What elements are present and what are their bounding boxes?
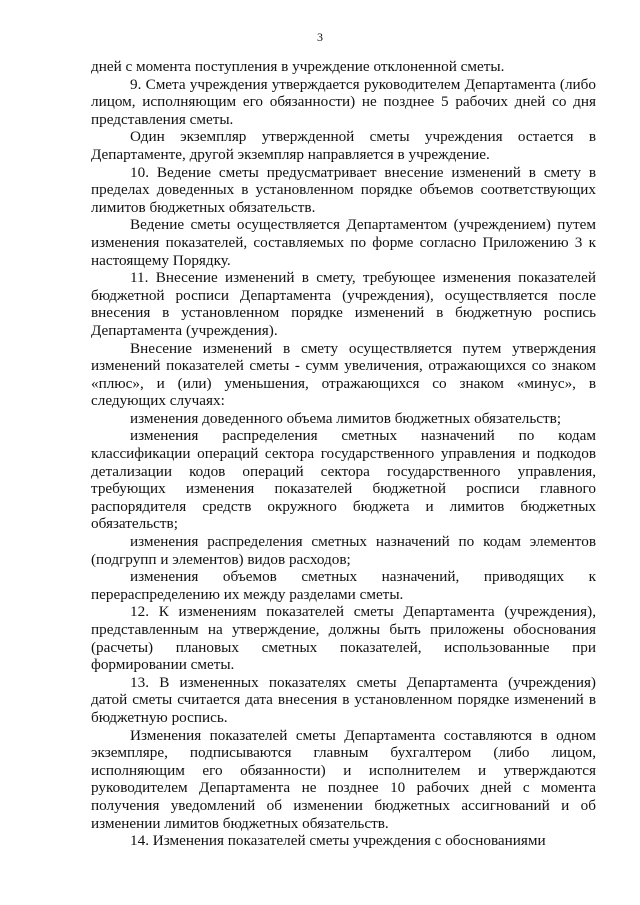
paragraph: Один экземпляр утвержденной сметы учреждения остается в Департаменте, другой экземпляр направляется в учреждение. [91,128,596,163]
document-body [91,58,596,850]
page-number: 3 [317,30,323,44]
paragraph: 13. В измененных показателях сметы Департамента (учреждения) датой сметы считается дата внесения в установленном порядке изменений в бюджетную роспись. [91,673,596,726]
paragraph: Изменения показателей сметы Департамента составляются в одном экземпляре, подписываются главным бухгалтером (либо лицом, исполняющим его обязанности) и исполнителем и утверждаются руководителем Департамента не позднее 10 рабочих дней с момента получения уведомлений об изменении бюджетных ассигнований и об изменении лимитов бюджетных обязательств. [91,726,596,832]
paragraph: 11. Внесение изменений в смету, требующее изменения показателей бюджетной росписи Департамента (учреждения), осуществляется после внесения в установленном порядке изменений в бюджетную роспись Департамента (учреждения). [91,269,596,339]
paragraph: изменения доведенного объема лимитов бюджетных обязательств; [130,409,562,427]
paragraph: дней с момента поступления в учреждение отклоненной сметы. [91,58,505,75]
paragraph: изменения распределения сметных назначений по кодам классификации операций сектора государственного управления и подкодов детализации кодов операций сектора государственного управления, требующих изменения показателей бюджетной росписи главного распорядителя средств окружного бюджета и лимитов бюджетных обязательств; [91,427,596,533]
paragraph: Ведение сметы осуществляется Департаментом (учреждением) путем изменения показателей, составляемых по форме согласно Приложению 3 к настоящему Порядку. [91,216,596,269]
paragraph: Внесение изменений в смету осуществляется путем утверждения изменений показателей сметы - сумм увеличения, отражающихся со знаком «плюс», и (или) уменьшения, отражающихся со знаком «минус», в следующих случаях: [91,339,596,410]
paragraph: изменения распределения сметных назначений по кодам элементов (подгрупп и элементов) видов расходов; [91,533,596,568]
paragraph: изменения объемов сметных назначений, приводящих к перераспределению их между разделами сметы. [91,568,596,603]
paragraph: 14. Изменения показателей сметы учреждения с обоснованиями [130,832,546,850]
paragraph: 9. Смета учреждения утверждается руководителем Департамента (либо лицом, исполняющим его обязанности) не позднее 5 рабочих дней со дня представления сметы. [91,75,596,128]
paragraph: 12. К изменениям показателей сметы Департамента (учреждения), представленным на утверждение, должны быть приложены обоснования (расчеты) плановых сметных показателей, использованные при формировании сметы. [91,603,596,674]
paragraph: 10. Ведение сметы предусматривает внесение изменений в смету в пределах доведенных в установленном порядке объемов соответствующих лимитов бюджетных обязательств. [91,163,596,216]
